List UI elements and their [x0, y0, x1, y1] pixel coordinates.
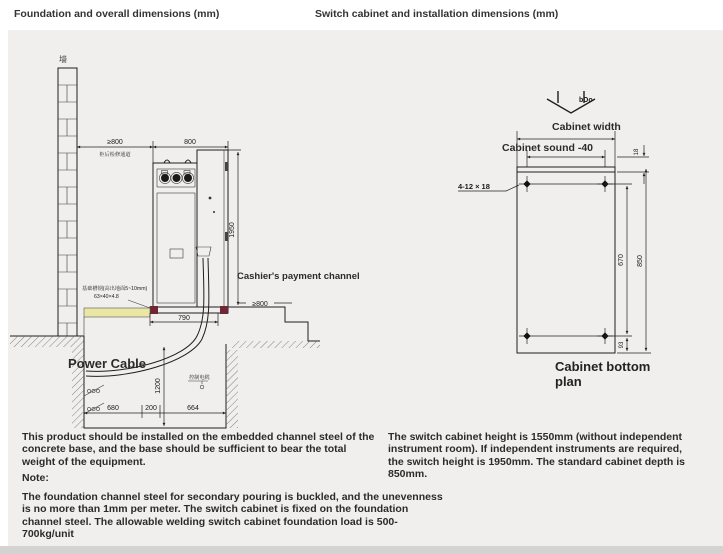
trench-dim-mid-text: 200: [145, 405, 157, 412]
trench-depth-dim-text: 1200: [155, 378, 162, 394]
mounting-holes: [519, 176, 613, 344]
cabinet-width-label: Cabinet width: [552, 121, 621, 133]
top-width-dimension: [153, 139, 228, 163]
channel-steel-note-line2: 63×40×4.8: [94, 294, 119, 300]
note-body-paragraph: The foundation channel steel for secondary pouring is buckled, and the unevenness is no more than 1mm per meter. The switch cabinet is fixed on the foundation channel steel. The allowable welding switch cabinet foundation load is 500-700kg/unit: [22, 491, 443, 541]
cabinet-bottom-plan-caption: Cabinet bottom plan: [555, 359, 651, 389]
top-flange-dimension: [617, 145, 649, 184]
control-cable-callout: [188, 373, 211, 389]
front-direction-arrow-icon: [547, 91, 595, 113]
rear-clearance-dimension: [77, 139, 153, 158]
cabinet-bottom-outline: [517, 167, 615, 353]
cable-bundle-symbols: [84, 385, 104, 414]
mounting-holes-callout: [458, 182, 519, 191]
rear-offset-dim-text: 93: [619, 341, 625, 349]
switch-cabinet-side-view: [153, 150, 228, 307]
wall-drawing: [58, 54, 77, 336]
hole-spacing-dim-text: 670: [618, 254, 625, 266]
base-width-dim-text: 790: [178, 315, 190, 322]
cabinet-height-dim-text: 1950: [229, 222, 236, 238]
front-clearance-dim-text: ≥800: [252, 301, 268, 308]
cabinet-depth-dim-text: 850: [637, 255, 644, 267]
hole-spacing-dimension: [535, 184, 632, 336]
wall-label: 墙: [59, 55, 67, 64]
channel-steel-note-line1: 基础槽钢(高出地面5~10mm): [82, 286, 148, 292]
top-width-dim-text: 800: [184, 139, 196, 146]
installation-intro-paragraph: This product should be installed on the embedded channel steel of the concrete base, and the base should be sufficient to bear the total weight of the equipment.: [22, 431, 375, 468]
meter-gauges: [159, 172, 193, 183]
rear-clearance-dim-text: ≥800: [107, 139, 123, 146]
top-flange-dim-text: 18: [634, 148, 640, 156]
rear-clearance-note-text: 柜后检修通道: [99, 152, 131, 158]
rear-offset-dimension: [619, 338, 627, 351]
note-label: Note:: [22, 472, 49, 484]
trench-depth-dimension: [155, 347, 164, 426]
mounting-holes-label-text: 4-12 × 18: [458, 182, 490, 191]
control-cable-label: 控制电缆: [189, 375, 210, 381]
trench-dim-left-text: 680: [107, 405, 119, 412]
front-marker-text: bDo: [579, 97, 593, 104]
trench-bottom-dimensions: [84, 405, 226, 418]
cabinet-spec-paragraph: The switch cabinet height is 1550mm (without independent instrument room). If independent instruments are required, the switch height is 1950mm. The standard cabinet depth is 850mm.: [388, 431, 685, 481]
left-diagram-title: Foundation and overall dimensions (mm): [14, 8, 220, 20]
power-cable-label: Power Cable: [68, 356, 147, 371]
trench-dim-right-text: 664: [187, 405, 199, 412]
cabinet-height-dimension: [228, 150, 241, 307]
cashier-channel-label: Cashier's payment channel: [237, 271, 360, 282]
right-diagram-title: Switch cabinet and installation dimensions (mm): [315, 8, 559, 20]
channel-steel-highlight: [84, 308, 150, 317]
cabinet-sound-label: Cabinet sound -40: [502, 142, 594, 154]
